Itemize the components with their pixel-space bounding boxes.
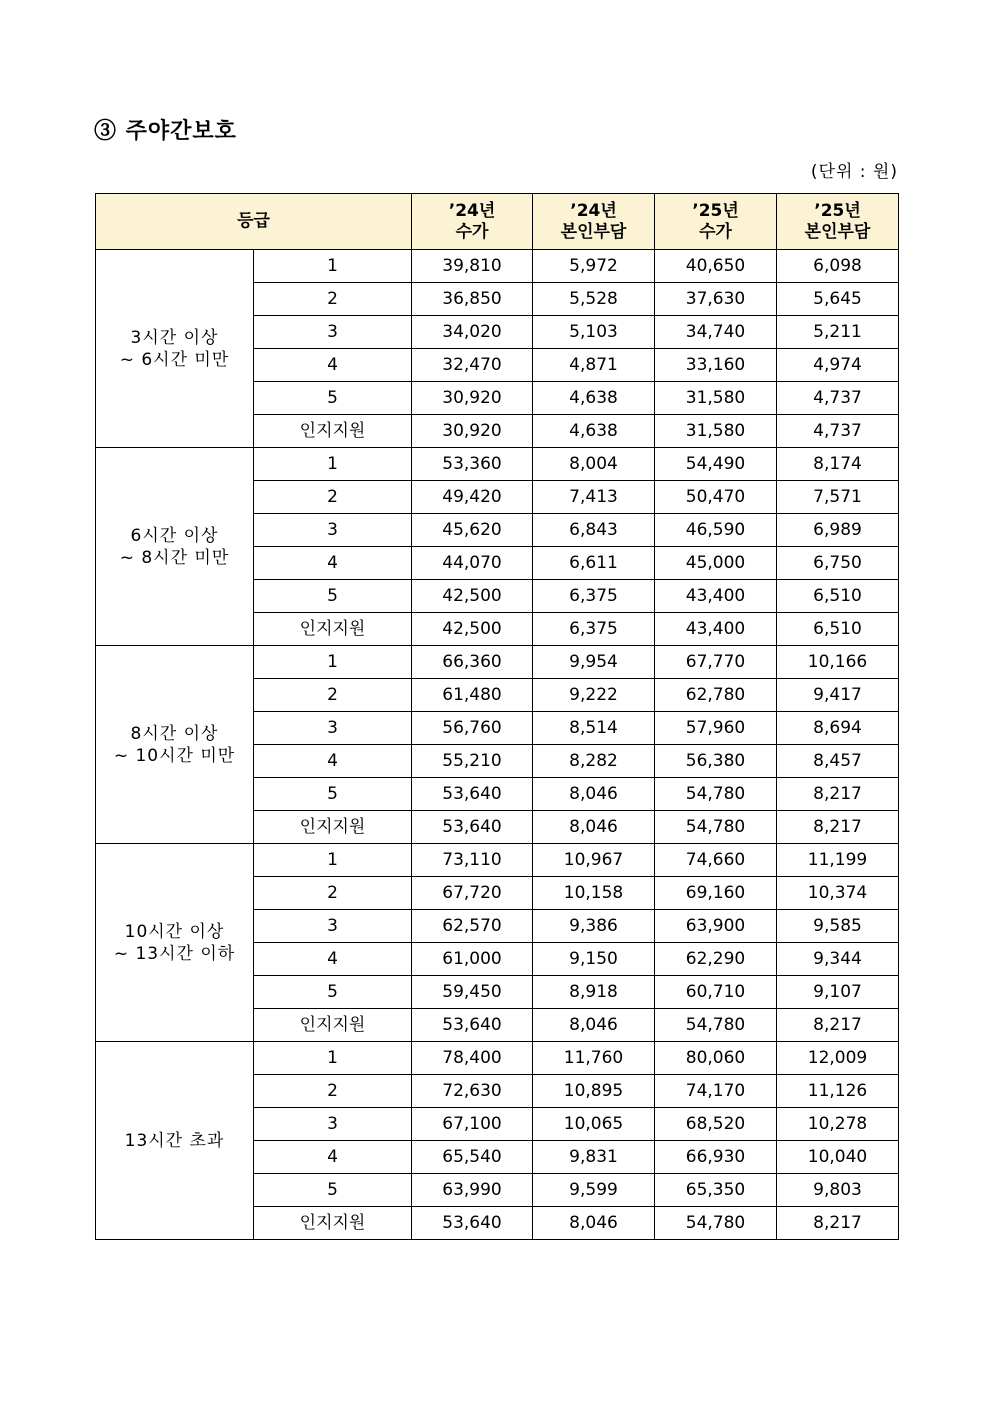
cell-fee-24: 53,640 bbox=[412, 1009, 533, 1042]
cell-fee-24: 30,920 bbox=[412, 382, 533, 415]
cell-copay-24: 4,871 bbox=[533, 349, 655, 382]
cell-copay-25: 8,457 bbox=[777, 745, 899, 778]
cell-copay-24: 10,895 bbox=[533, 1075, 655, 1108]
cell-copay-25: 6,989 bbox=[777, 514, 899, 547]
cell-fee-25: 80,060 bbox=[655, 1042, 777, 1075]
cell-grade: 4 bbox=[254, 943, 412, 976]
duration-line-2: ~ 13시간 이하 bbox=[113, 943, 236, 964]
cell-copay-24: 8,046 bbox=[533, 811, 655, 844]
cell-grade: 1 bbox=[254, 250, 412, 283]
header-label: 본인부담 bbox=[804, 221, 871, 242]
duration-group-label bbox=[96, 646, 254, 844]
cell-copay-25: 8,174 bbox=[777, 448, 899, 481]
cell-fee-24: 53,360 bbox=[412, 448, 533, 481]
duration-line-2: ~ 10시간 미만 bbox=[113, 745, 236, 766]
cell-copay-24: 8,282 bbox=[533, 745, 655, 778]
cell-fee-25: 33,160 bbox=[655, 349, 777, 382]
cell-copay-25: 11,199 bbox=[777, 844, 899, 877]
cell-fee-24: 36,850 bbox=[412, 283, 533, 316]
cell-fee-24: 44,070 bbox=[412, 547, 533, 580]
table-header bbox=[96, 194, 899, 250]
cell-fee-25: 68,520 bbox=[655, 1108, 777, 1141]
cell-fee-25: 74,660 bbox=[655, 844, 777, 877]
cell-copay-25: 4,737 bbox=[777, 415, 899, 448]
table-row bbox=[96, 448, 899, 481]
cell-fee-24: 61,480 bbox=[412, 679, 533, 712]
cell-grade: 2 bbox=[254, 481, 412, 514]
cell-grade: 3 bbox=[254, 514, 412, 547]
cell-fee-24: 72,630 bbox=[412, 1075, 533, 1108]
cell-copay-25: 8,217 bbox=[777, 1009, 899, 1042]
duration-group-label bbox=[96, 448, 254, 646]
cell-fee-25: 50,470 bbox=[655, 481, 777, 514]
duration-group-label bbox=[96, 250, 254, 448]
cell-grade: 4 bbox=[254, 745, 412, 778]
cell-copay-24: 9,222 bbox=[533, 679, 655, 712]
cell-fee-24: 67,720 bbox=[412, 877, 533, 910]
table-row bbox=[96, 1042, 899, 1075]
cell-fee-24: 66,360 bbox=[412, 646, 533, 679]
cell-fee-25: 31,580 bbox=[655, 415, 777, 448]
unit-label: (단위 : 원) bbox=[810, 162, 898, 182]
cell-fee-24: 67,100 bbox=[412, 1108, 533, 1141]
cell-grade: 2 bbox=[254, 877, 412, 910]
cell-fee-24: 53,640 bbox=[412, 811, 533, 844]
cell-copay-24: 9,386 bbox=[533, 910, 655, 943]
cell-fee-25: 43,400 bbox=[655, 580, 777, 613]
cell-fee-25: 57,960 bbox=[655, 712, 777, 745]
cell-copay-25: 11,126 bbox=[777, 1075, 899, 1108]
cell-copay-24: 10,967 bbox=[533, 844, 655, 877]
cell-fee-25: 54,780 bbox=[655, 778, 777, 811]
cell-fee-25: 54,780 bbox=[655, 1207, 777, 1240]
cell-fee-25: 54,780 bbox=[655, 811, 777, 844]
cell-copay-25: 10,040 bbox=[777, 1141, 899, 1174]
cell-copay-25: 9,344 bbox=[777, 943, 899, 976]
header-24-fee bbox=[412, 194, 533, 250]
cell-fee-24: 59,450 bbox=[412, 976, 533, 1009]
cell-copay-24: 8,046 bbox=[533, 778, 655, 811]
cell-fee-24: 32,470 bbox=[412, 349, 533, 382]
cell-grade: 2 bbox=[254, 1075, 412, 1108]
cell-fee-24: 53,640 bbox=[412, 1207, 533, 1240]
cell-fee-24: 78,400 bbox=[412, 1042, 533, 1075]
cell-copay-24: 9,599 bbox=[533, 1174, 655, 1207]
table-row bbox=[96, 250, 899, 283]
cell-fee-25: 46,590 bbox=[655, 514, 777, 547]
cell-fee-25: 74,170 bbox=[655, 1075, 777, 1108]
cell-copay-25: 9,107 bbox=[777, 976, 899, 1009]
cell-copay-24: 10,065 bbox=[533, 1108, 655, 1141]
cell-copay-24: 5,103 bbox=[533, 316, 655, 349]
cell-copay-24: 4,638 bbox=[533, 382, 655, 415]
cell-grade: 3 bbox=[254, 1108, 412, 1141]
duration-group-label bbox=[96, 1042, 254, 1240]
cell-copay-24: 5,528 bbox=[533, 283, 655, 316]
cell-fee-25: 63,900 bbox=[655, 910, 777, 943]
cell-fee-25: 34,740 bbox=[655, 316, 777, 349]
cell-copay-24: 7,413 bbox=[533, 481, 655, 514]
header-24-copay bbox=[533, 194, 655, 250]
section-title: ③ 주야간보호 bbox=[94, 118, 237, 144]
duration-line-2: ~ 6시간 미만 bbox=[119, 349, 230, 370]
cell-grade: 2 bbox=[254, 679, 412, 712]
cell-fee-25: 45,000 bbox=[655, 547, 777, 580]
header-25-copay bbox=[777, 194, 899, 250]
cell-fee-24: 34,020 bbox=[412, 316, 533, 349]
header-25-fee bbox=[655, 194, 777, 250]
cell-grade: 인지지원 bbox=[254, 613, 412, 646]
cell-copay-24: 4,638 bbox=[533, 415, 655, 448]
cell-copay-24: 9,150 bbox=[533, 943, 655, 976]
cell-copay-25: 10,166 bbox=[777, 646, 899, 679]
cell-fee-24: 45,620 bbox=[412, 514, 533, 547]
fee-table bbox=[95, 193, 899, 1240]
cell-grade: 3 bbox=[254, 316, 412, 349]
cell-fee-25: 40,650 bbox=[655, 250, 777, 283]
cell-copay-24: 8,918 bbox=[533, 976, 655, 1009]
cell-grade: 인지지원 bbox=[254, 811, 412, 844]
cell-copay-25: 6,510 bbox=[777, 613, 899, 646]
cell-grade: 인지지원 bbox=[254, 1207, 412, 1240]
cell-fee-25: 54,780 bbox=[655, 1009, 777, 1042]
cell-grade: 1 bbox=[254, 448, 412, 481]
cell-copay-25: 9,585 bbox=[777, 910, 899, 943]
cell-copay-25: 7,571 bbox=[777, 481, 899, 514]
header-label: 수가 bbox=[455, 221, 489, 242]
cell-fee-25: 62,290 bbox=[655, 943, 777, 976]
cell-fee-24: 63,990 bbox=[412, 1174, 533, 1207]
table-row bbox=[96, 844, 899, 877]
cell-fee-25: 54,490 bbox=[655, 448, 777, 481]
cell-grade: 5 bbox=[254, 580, 412, 613]
cell-copay-24: 6,375 bbox=[533, 580, 655, 613]
cell-copay-25: 10,278 bbox=[777, 1108, 899, 1141]
cell-fee-24: 61,000 bbox=[412, 943, 533, 976]
cell-grade: 1 bbox=[254, 1042, 412, 1075]
cell-copay-25: 12,009 bbox=[777, 1042, 899, 1075]
cell-fee-25: 62,780 bbox=[655, 679, 777, 712]
cell-copay-25: 8,694 bbox=[777, 712, 899, 745]
cell-fee-24: 30,920 bbox=[412, 415, 533, 448]
cell-fee-25: 69,160 bbox=[655, 877, 777, 910]
cell-copay-24: 6,843 bbox=[533, 514, 655, 547]
cell-fee-25: 66,930 bbox=[655, 1141, 777, 1174]
cell-grade: 4 bbox=[254, 547, 412, 580]
cell-fee-25: 65,350 bbox=[655, 1174, 777, 1207]
cell-copay-24: 6,375 bbox=[533, 613, 655, 646]
cell-copay-25: 5,211 bbox=[777, 316, 899, 349]
cell-grade: 3 bbox=[254, 712, 412, 745]
cell-fee-24: 56,760 bbox=[412, 712, 533, 745]
cell-fee-24: 42,500 bbox=[412, 580, 533, 613]
header-label: 본인부담 bbox=[560, 221, 627, 242]
cell-copay-25: 9,417 bbox=[777, 679, 899, 712]
cell-copay-25: 4,974 bbox=[777, 349, 899, 382]
cell-fee-24: 55,210 bbox=[412, 745, 533, 778]
header-year: ’25년 bbox=[814, 200, 861, 221]
header-grade: 등급 bbox=[96, 194, 412, 250]
header-year: ’24년 bbox=[448, 200, 496, 221]
cell-fee-24: 39,810 bbox=[412, 250, 533, 283]
cell-fee-24: 53,640 bbox=[412, 778, 533, 811]
cell-copay-25: 6,098 bbox=[777, 250, 899, 283]
cell-grade: 3 bbox=[254, 910, 412, 943]
cell-copay-25: 4,737 bbox=[777, 382, 899, 415]
cell-grade: 2 bbox=[254, 283, 412, 316]
duration-line-1: 8시간 이상 bbox=[130, 723, 219, 744]
cell-copay-24: 5,972 bbox=[533, 250, 655, 283]
cell-copay-24: 11,760 bbox=[533, 1042, 655, 1075]
cell-copay-25: 5,645 bbox=[777, 283, 899, 316]
header-year: ’24년 bbox=[570, 200, 617, 221]
cell-grade: 1 bbox=[254, 646, 412, 679]
cell-fee-24: 65,540 bbox=[412, 1141, 533, 1174]
duration-line-1: 3시간 이상 bbox=[130, 327, 219, 348]
duration-line-1: 10시간 이상 bbox=[124, 921, 225, 942]
cell-copay-24: 8,046 bbox=[533, 1207, 655, 1240]
cell-fee-24: 73,110 bbox=[412, 844, 533, 877]
cell-fee-24: 42,500 bbox=[412, 613, 533, 646]
cell-grade: 1 bbox=[254, 844, 412, 877]
cell-fee-24: 49,420 bbox=[412, 481, 533, 514]
cell-fee-25: 67,770 bbox=[655, 646, 777, 679]
cell-grade: 4 bbox=[254, 1141, 412, 1174]
cell-grade: 5 bbox=[254, 1174, 412, 1207]
cell-copay-25: 8,217 bbox=[777, 811, 899, 844]
cell-copay-25: 10,374 bbox=[777, 877, 899, 910]
cell-copay-24: 9,954 bbox=[533, 646, 655, 679]
cell-copay-24: 6,611 bbox=[533, 547, 655, 580]
cell-copay-25: 8,217 bbox=[777, 1207, 899, 1240]
header-label: 수가 bbox=[699, 221, 732, 242]
cell-fee-25: 60,710 bbox=[655, 976, 777, 1009]
cell-copay-24: 9,831 bbox=[533, 1141, 655, 1174]
duration-line-1: 13시간 초과 bbox=[124, 1130, 225, 1151]
cell-copay-24: 8,514 bbox=[533, 712, 655, 745]
cell-copay-25: 6,510 bbox=[777, 580, 899, 613]
cell-copay-25: 8,217 bbox=[777, 778, 899, 811]
cell-grade: 인지지원 bbox=[254, 415, 412, 448]
cell-fee-25: 31,580 bbox=[655, 382, 777, 415]
cell-copay-24: 8,046 bbox=[533, 1009, 655, 1042]
cell-grade: 5 bbox=[254, 778, 412, 811]
cell-grade: 4 bbox=[254, 349, 412, 382]
cell-copay-24: 8,004 bbox=[533, 448, 655, 481]
cell-copay-25: 9,803 bbox=[777, 1174, 899, 1207]
cell-grade: 인지지원 bbox=[254, 1009, 412, 1042]
cell-fee-25: 43,400 bbox=[655, 613, 777, 646]
table-row bbox=[96, 646, 899, 679]
cell-fee-25: 56,380 bbox=[655, 745, 777, 778]
duration-line-2: ~ 8시간 미만 bbox=[119, 547, 230, 568]
cell-copay-24: 10,158 bbox=[533, 877, 655, 910]
header-year: ’25년 bbox=[692, 200, 739, 221]
cell-fee-25: 37,630 bbox=[655, 283, 777, 316]
duration-group-label bbox=[96, 844, 254, 1042]
cell-grade: 5 bbox=[254, 976, 412, 1009]
cell-copay-25: 6,750 bbox=[777, 547, 899, 580]
table-body bbox=[96, 250, 899, 1240]
duration-line-1: 6시간 이상 bbox=[130, 525, 219, 546]
cell-fee-24: 62,570 bbox=[412, 910, 533, 943]
cell-grade: 5 bbox=[254, 382, 412, 415]
